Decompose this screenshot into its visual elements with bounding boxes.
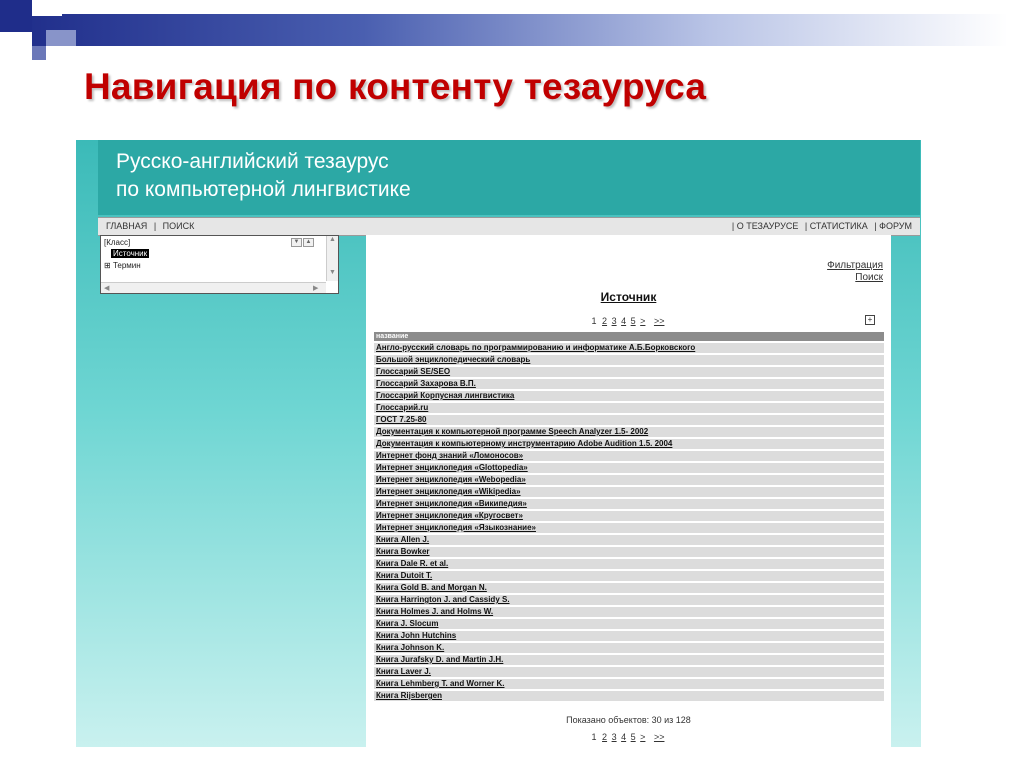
table-row xyxy=(374,367,884,377)
source-link[interactable]: Книга Harrington J. and Cassidy S. xyxy=(376,595,510,604)
nav-left xyxy=(104,218,196,235)
class-tree-panel xyxy=(100,235,339,294)
source-link[interactable]: Книга Rijsbergen xyxy=(376,691,442,700)
decor-square xyxy=(46,30,76,46)
pager-top xyxy=(366,316,891,326)
column-header-name: название xyxy=(374,332,884,341)
pager-bottom xyxy=(366,732,891,742)
scroll-right-icon[interactable]: ▶ xyxy=(313,285,319,292)
table-row xyxy=(374,499,884,509)
table-row xyxy=(374,595,884,605)
table-row xyxy=(374,415,884,425)
pager-page-2[interactable]: 2 xyxy=(602,316,608,326)
table-row xyxy=(374,583,884,593)
source-link[interactable]: Книга Lehmberg T. and Worner K. xyxy=(376,679,505,688)
collapse-icon[interactable]: ▼ xyxy=(291,238,302,247)
tree-item-label: Термин xyxy=(112,261,141,270)
table-row xyxy=(374,487,884,497)
sources-table xyxy=(374,332,884,701)
table-row xyxy=(374,355,884,365)
source-link[interactable]: Книга Jurafsky D. and Martin J.H. xyxy=(376,655,504,664)
decor-square xyxy=(32,46,46,60)
side-links xyxy=(827,260,883,284)
filter-link[interactable]: Фильтрация xyxy=(827,260,883,271)
source-link[interactable]: Глоссарий Корпусная лингвистика xyxy=(376,391,515,400)
source-link[interactable]: Интернет энциклопедия «Кругосвет» xyxy=(376,511,523,520)
pager-page-4[interactable]: 4 xyxy=(621,316,627,326)
nav-about-link[interactable]: | О ТЕЗАУРУСЕ xyxy=(731,221,799,231)
main-content xyxy=(366,235,891,747)
source-link[interactable]: Интернет энциклопедия «Webopedia» xyxy=(376,475,526,484)
decor-square xyxy=(14,32,32,46)
source-link[interactable]: Интернет энциклопедия «Glottopedia» xyxy=(376,463,528,472)
site-title: Русско-английский тезаурус по компьютерной лингвистике xyxy=(116,150,411,201)
table-row xyxy=(374,667,884,677)
table-row xyxy=(374,631,884,641)
source-link[interactable]: Книга J. Slocum xyxy=(376,619,439,628)
source-link[interactable]: Англо-русский словарь по программированию и информатике А.Б.Борковского xyxy=(376,343,696,352)
source-link[interactable]: Книга Allen J. xyxy=(376,535,430,544)
source-link[interactable]: Книга Johnson K. xyxy=(376,643,445,652)
pager-page-2[interactable]: 2 xyxy=(602,732,608,742)
source-link[interactable]: Глоссарий SE/SEO xyxy=(376,367,451,376)
scroll-up-icon[interactable]: ▲ xyxy=(329,236,336,243)
table-row xyxy=(374,427,884,437)
top-navbar xyxy=(98,217,920,236)
slide-header-bar xyxy=(16,14,1008,46)
tree-root[interactable]: [Класс] xyxy=(104,238,131,247)
source-link[interactable]: Интернет энциклопедия «Википедия» xyxy=(376,499,527,508)
nav-search-link[interactable]: ПОИСК xyxy=(162,221,195,231)
table-row xyxy=(374,391,884,401)
table-row xyxy=(374,679,884,689)
scroll-down-icon[interactable]: ▼ xyxy=(329,269,336,276)
content-title: Источник xyxy=(600,290,657,304)
shown-count: Показано объектов: 30 из 128 xyxy=(566,715,691,725)
source-link[interactable]: Интернет энциклопедия «Wikipedia» xyxy=(376,487,521,496)
nav-separator: | xyxy=(153,221,157,231)
table-row xyxy=(374,511,884,521)
source-link[interactable]: Документация к компьютерному инструментарию Adobe Audition 1.5. 2004 xyxy=(376,439,673,448)
source-link[interactable]: Интернет энциклопедия «Языкознание» xyxy=(376,523,536,532)
add-icon[interactable]: + xyxy=(865,315,875,325)
source-link[interactable]: Глоссарий Захарова В.П. xyxy=(376,379,476,388)
pager-last[interactable]: >> xyxy=(653,316,665,326)
source-link[interactable]: ГОСТ 7.25-80 xyxy=(376,415,427,424)
table-row xyxy=(374,343,884,353)
pager-last[interactable]: >> xyxy=(653,732,665,742)
table-row xyxy=(374,439,884,449)
horizontal-scrollbar[interactable] xyxy=(101,282,326,293)
decor-square xyxy=(32,0,62,16)
site-header xyxy=(98,140,920,215)
nav-stats-link[interactable]: | СТАТИСТИКА xyxy=(804,221,868,231)
source-link[interactable]: Интернет фонд знаний «Ломоносов» xyxy=(376,451,524,460)
scroll-left-icon[interactable]: ◀ xyxy=(104,285,110,292)
table-row xyxy=(374,547,884,557)
table-row xyxy=(374,403,884,413)
source-link[interactable]: Глоссарий.ru xyxy=(376,403,429,412)
table-row xyxy=(374,607,884,617)
tree-item-source[interactable] xyxy=(111,249,149,258)
table-row xyxy=(374,463,884,473)
table-row xyxy=(374,571,884,581)
pager-next[interactable]: > xyxy=(640,732,646,742)
source-link[interactable]: Книга John Hutchins xyxy=(376,631,457,640)
table-row xyxy=(374,535,884,545)
table-row xyxy=(374,475,884,485)
source-link[interactable]: Книга Bowker xyxy=(376,547,430,556)
pager-current: 1 xyxy=(591,316,597,326)
source-link[interactable]: Книга Dale R. et al. xyxy=(376,559,449,568)
source-link[interactable]: Книга Dutoit T. xyxy=(376,571,433,580)
table-row xyxy=(374,523,884,533)
tree-item-label: Источник xyxy=(113,249,148,258)
source-link[interactable]: Книга Laver J. xyxy=(376,667,431,676)
decor-square xyxy=(0,0,32,32)
slide-title: Навигация по контенту тезауруса xyxy=(84,66,707,107)
search-link[interactable]: Поиск xyxy=(855,272,883,283)
table-row xyxy=(374,379,884,389)
table-row xyxy=(374,451,884,461)
pager-page-4[interactable]: 4 xyxy=(621,732,627,742)
table-row xyxy=(374,619,884,629)
pager-page-3[interactable]: 3 xyxy=(611,316,617,326)
plus-expand-icon[interactable]: ⊞ xyxy=(104,261,111,270)
website-screenshot xyxy=(76,140,921,747)
nav-right xyxy=(730,218,914,235)
source-link[interactable]: Документация к компьютерной программе Speech Analyzer 1.5- 2002 xyxy=(376,427,649,436)
source-link[interactable]: Книга Gold B. and Morgan N. xyxy=(376,583,487,592)
nav-forum-link[interactable]: | ФОРУМ xyxy=(874,221,912,231)
pager-page-5[interactable]: 5 xyxy=(630,732,636,742)
table-row xyxy=(374,559,884,569)
vertical-scrollbar[interactable] xyxy=(326,236,338,281)
table-row xyxy=(374,643,884,653)
source-link[interactable]: Книга Holmes J. and Holms W. xyxy=(376,607,494,616)
table-row xyxy=(374,655,884,665)
pager-page-5[interactable]: 5 xyxy=(630,316,636,326)
table-row xyxy=(374,691,884,701)
pager-next[interactable]: > xyxy=(640,316,646,326)
pager-page-3[interactable]: 3 xyxy=(611,732,617,742)
pager-current: 1 xyxy=(591,732,597,742)
nav-home-link[interactable]: ГЛАВНАЯ xyxy=(106,221,148,231)
tree-item-term[interactable] xyxy=(104,261,141,270)
source-link[interactable]: Большой энциклопедический словарь xyxy=(376,355,531,364)
expand-icon[interactable]: ▲ xyxy=(303,238,314,247)
